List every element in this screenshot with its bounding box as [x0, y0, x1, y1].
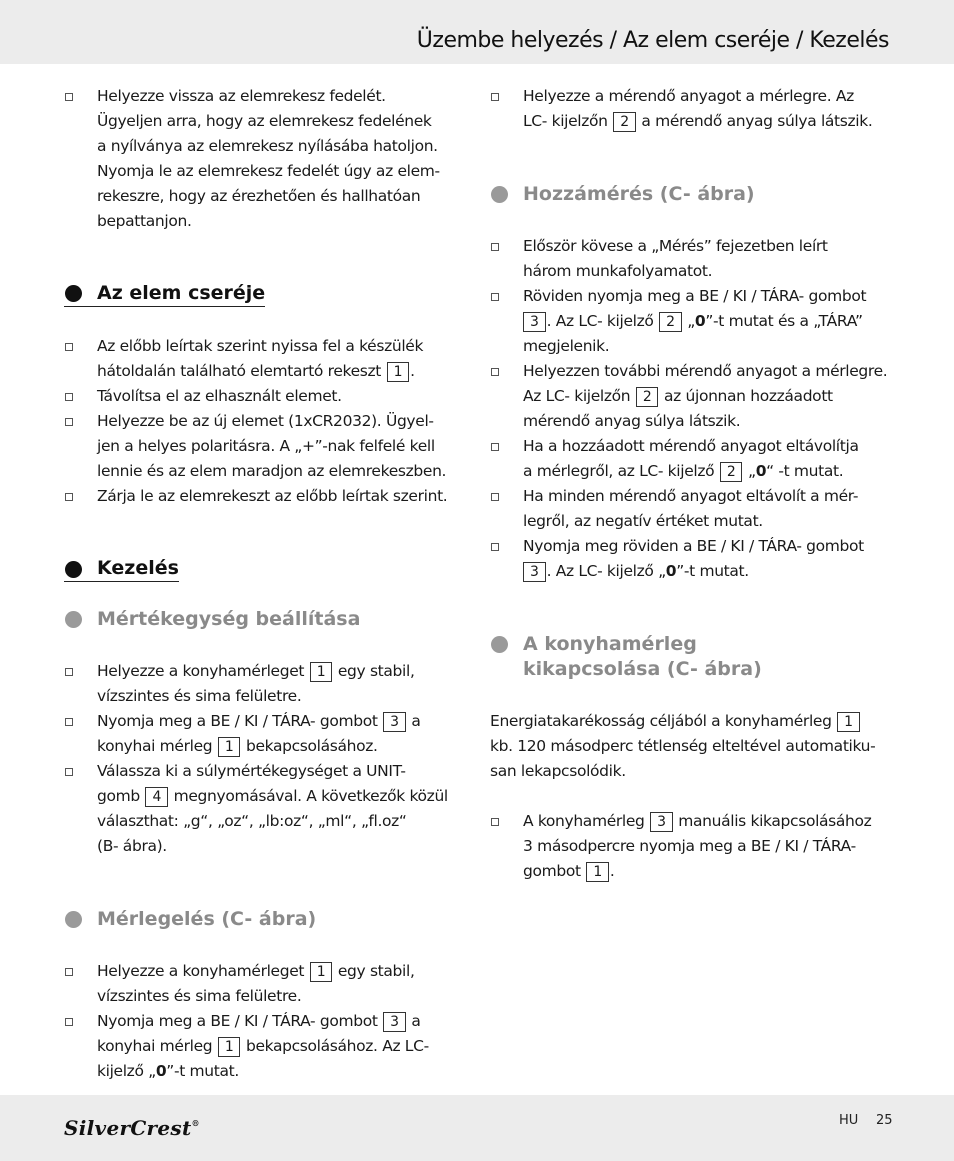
- section-heading-operation: Kezelés: [64, 557, 179, 582]
- manual-off-step: 3 másodpercre nyomja meg a BE / KI / TÁRA-: [523, 837, 856, 855]
- tare-step-3: Helyezzen további mérendő anyagot a mérlegre.: [523, 362, 888, 380]
- unit-step-1: Helyezze a konyhamérleget 1 egy stabil,: [97, 662, 415, 680]
- tare-step-3: mérendő anyag súlya látszik.: [523, 412, 741, 430]
- part-number-box: 1: [387, 362, 410, 382]
- bullet-icon: [491, 443, 499, 451]
- auto-off-paragraph: san lekapcsolódik.: [490, 762, 626, 780]
- battery-step-1: Az előbb leírtak szerint nyissa fel a készülék: [97, 337, 424, 355]
- brand-logo: SilverCrest®: [64, 1116, 200, 1140]
- unit-step-2: Nyomja meg a BE / KI / TÁRA- gombot 3 a: [97, 712, 421, 730]
- part-number-box: 1: [310, 962, 333, 982]
- subsection-heading-auto-off: A konyhamérleg: [523, 633, 697, 655]
- subsection-heading-weighing: Mérlegelés (C- ábra): [97, 908, 317, 930]
- weigh-step-3: Helyezze a mérendő anyagot a mérlegre. Az: [523, 87, 854, 105]
- bullet-icon: [65, 93, 73, 101]
- part-number-box: 4: [145, 787, 168, 807]
- bullet-icon: [491, 368, 499, 376]
- bullet-icon: [491, 293, 499, 301]
- unit-step-3: (B- ábra).: [97, 837, 167, 855]
- subsection-heading-tare: Hozzámérés (C- ábra): [523, 183, 755, 205]
- tare-step-6: 3 . Az LC- kijelző „0”-t mutat.: [523, 559, 749, 584]
- part-number-box: 1: [837, 712, 860, 732]
- part-number-box: 2: [720, 462, 743, 482]
- subsection-heading-unit: Mértékegység beállítása: [97, 608, 361, 630]
- battery-step-3: lennie és az elem maradjon az elemrekeszben.: [97, 462, 447, 480]
- unit-step-3: gomb 4 megnyomásával. A következők közül: [97, 787, 448, 805]
- battery-step-4: Zárja le az elemrekeszt az előbb leírtak szerint.: [97, 487, 448, 505]
- bullet-icon: [65, 418, 73, 426]
- manual-off-step: A konyhamérleg 3 manuális kikapcsolásához: [523, 812, 872, 830]
- page-title: Üzembe helyezés / Az elem cseréje / Kezelés: [416, 28, 889, 53]
- weigh-step-1: vízszintes és sima felületre.: [97, 987, 302, 1005]
- bullet-icon: [65, 718, 73, 726]
- intro-line: bepattanjon.: [97, 212, 192, 230]
- part-number-box: 3: [523, 562, 546, 582]
- battery-step-3: jen a helyes polaritásra. A „+”-nak felfelé kell: [97, 437, 435, 455]
- bullet-icon: [491, 93, 499, 101]
- bullet-icon: [65, 493, 73, 501]
- tare-step-5: legről, az negatív értéket mutat.: [523, 512, 763, 530]
- tare-step-3: Az LC- kijelzőn 2 az újonnan hozzáadott: [523, 387, 833, 405]
- bullet-icon: [65, 768, 73, 776]
- intro-line: Nyomja le az elemrekesz fedelét úgy az elem-: [97, 162, 440, 180]
- part-number-box: 1: [218, 1037, 241, 1057]
- part-number-box: 3: [383, 1012, 406, 1032]
- manual-off-step: gombot 1 .: [523, 862, 615, 880]
- part-number-box: 1: [218, 737, 241, 757]
- part-number-box: 2: [613, 112, 636, 132]
- subheading-bullet-icon: [65, 911, 82, 928]
- bullet-icon: [491, 543, 499, 551]
- tare-step-5: Ha minden mérendő anyagot eltávolít a mér-: [523, 487, 859, 505]
- tare-step-1: Először kövese a „Mérés” fejezetben leírt: [523, 237, 828, 255]
- auto-off-paragraph: kb. 120 másodperc tétlenség elteltével automatiku-: [490, 737, 876, 755]
- part-number-box: 3: [650, 812, 673, 832]
- bullet-icon: [65, 343, 73, 351]
- bullet-icon: [491, 818, 499, 826]
- page-header: [0, 0, 954, 64]
- page-footer: [0, 1095, 954, 1161]
- battery-step-1: hátoldalán található elemtartó rekeszt 1 .: [97, 362, 415, 380]
- tare-step-2: Röviden nyomja meg a BE / KI / TÁRA- gombot: [523, 287, 867, 305]
- unit-step-1: vízszintes és sima felületre.: [97, 687, 302, 705]
- intro-line: Helyezze vissza az elemrekesz fedelét.: [97, 87, 386, 105]
- language-code: HU: [839, 1113, 859, 1128]
- subheading-bullet-icon: [491, 186, 508, 203]
- part-number-box: 1: [586, 862, 609, 882]
- part-number-box: 2: [636, 387, 659, 407]
- intro-line: Ügyeljen arra, hogy az elemrekesz fedelének: [97, 112, 432, 130]
- subheading-bullet-icon: [491, 636, 508, 653]
- weigh-step-1: Helyezze a konyhamérleget 1 egy stabil,: [97, 962, 415, 980]
- bullet-icon: [65, 1018, 73, 1026]
- bullet-icon: [65, 393, 73, 401]
- weigh-step-3: LC- kijelzőn 2 a mérendő anyag súlya látszik.: [523, 112, 873, 130]
- bullet-icon: [65, 668, 73, 676]
- unit-step-2: konyhai mérleg 1 bekapcsolásához.: [97, 737, 378, 755]
- subheading-bullet-icon: [65, 611, 82, 628]
- bullet-icon: [491, 493, 499, 501]
- tare-step-4: Ha a hozzáadott mérendő anyagot eltávolítja: [523, 437, 859, 455]
- page-number: 25: [876, 1113, 893, 1128]
- section-heading-battery: Az elem cseréje: [64, 282, 265, 307]
- bullet-icon: [65, 968, 73, 976]
- bullet-icon: [491, 243, 499, 251]
- tare-step-2: megjelenik.: [523, 337, 610, 355]
- weigh-step-2: kijelző „0”-t mutat.: [97, 1062, 239, 1080]
- battery-step-2: Távolítsa el az elhasznált elemet.: [97, 387, 342, 405]
- weigh-step-2: konyhai mérleg 1 bekapcsolásához. Az LC-: [97, 1037, 429, 1055]
- subsection-heading-auto-off: kikapcsolása (C- ábra): [523, 658, 762, 680]
- part-number-box: 2: [659, 312, 682, 332]
- unit-step-3: Válassza ki a súlymértékegységet a UNIT-: [97, 762, 406, 780]
- part-number-box: 3: [523, 312, 546, 332]
- part-number-box: 1: [310, 662, 333, 682]
- battery-step-3: Helyezze be az új elemet (1xCR2032). Ügyel-: [97, 412, 434, 430]
- tare-step-2: 3 . Az LC- kijelző 2 „0”-t mutat és a „TÁRA”: [523, 309, 863, 334]
- part-number-box: 3: [383, 712, 406, 732]
- intro-line: rekeszre, hogy az érezhetően és hallhatóan: [97, 187, 421, 205]
- intro-line: a nyílványa az elemrekesz nyílásába hatoljon.: [97, 137, 438, 155]
- tare-step-1: három munkafolyamatot.: [523, 262, 713, 280]
- tare-step-6: Nyomja meg röviden a BE / KI / TÁRA- gombot: [523, 537, 864, 555]
- tare-step-4: a mérlegről, az LC- kijelző 2 „0“ -t mutat.: [523, 462, 844, 480]
- auto-off-paragraph: Energiatakarékosság céljából a konyhamérleg 1: [490, 709, 861, 734]
- weigh-step-2: Nyomja meg a BE / KI / TÁRA- gombot 3 a: [97, 1012, 421, 1030]
- unit-step-3: választhat: „g“, „oz“, „lb:oz“, „ml“, „fl.oz“: [97, 812, 407, 830]
